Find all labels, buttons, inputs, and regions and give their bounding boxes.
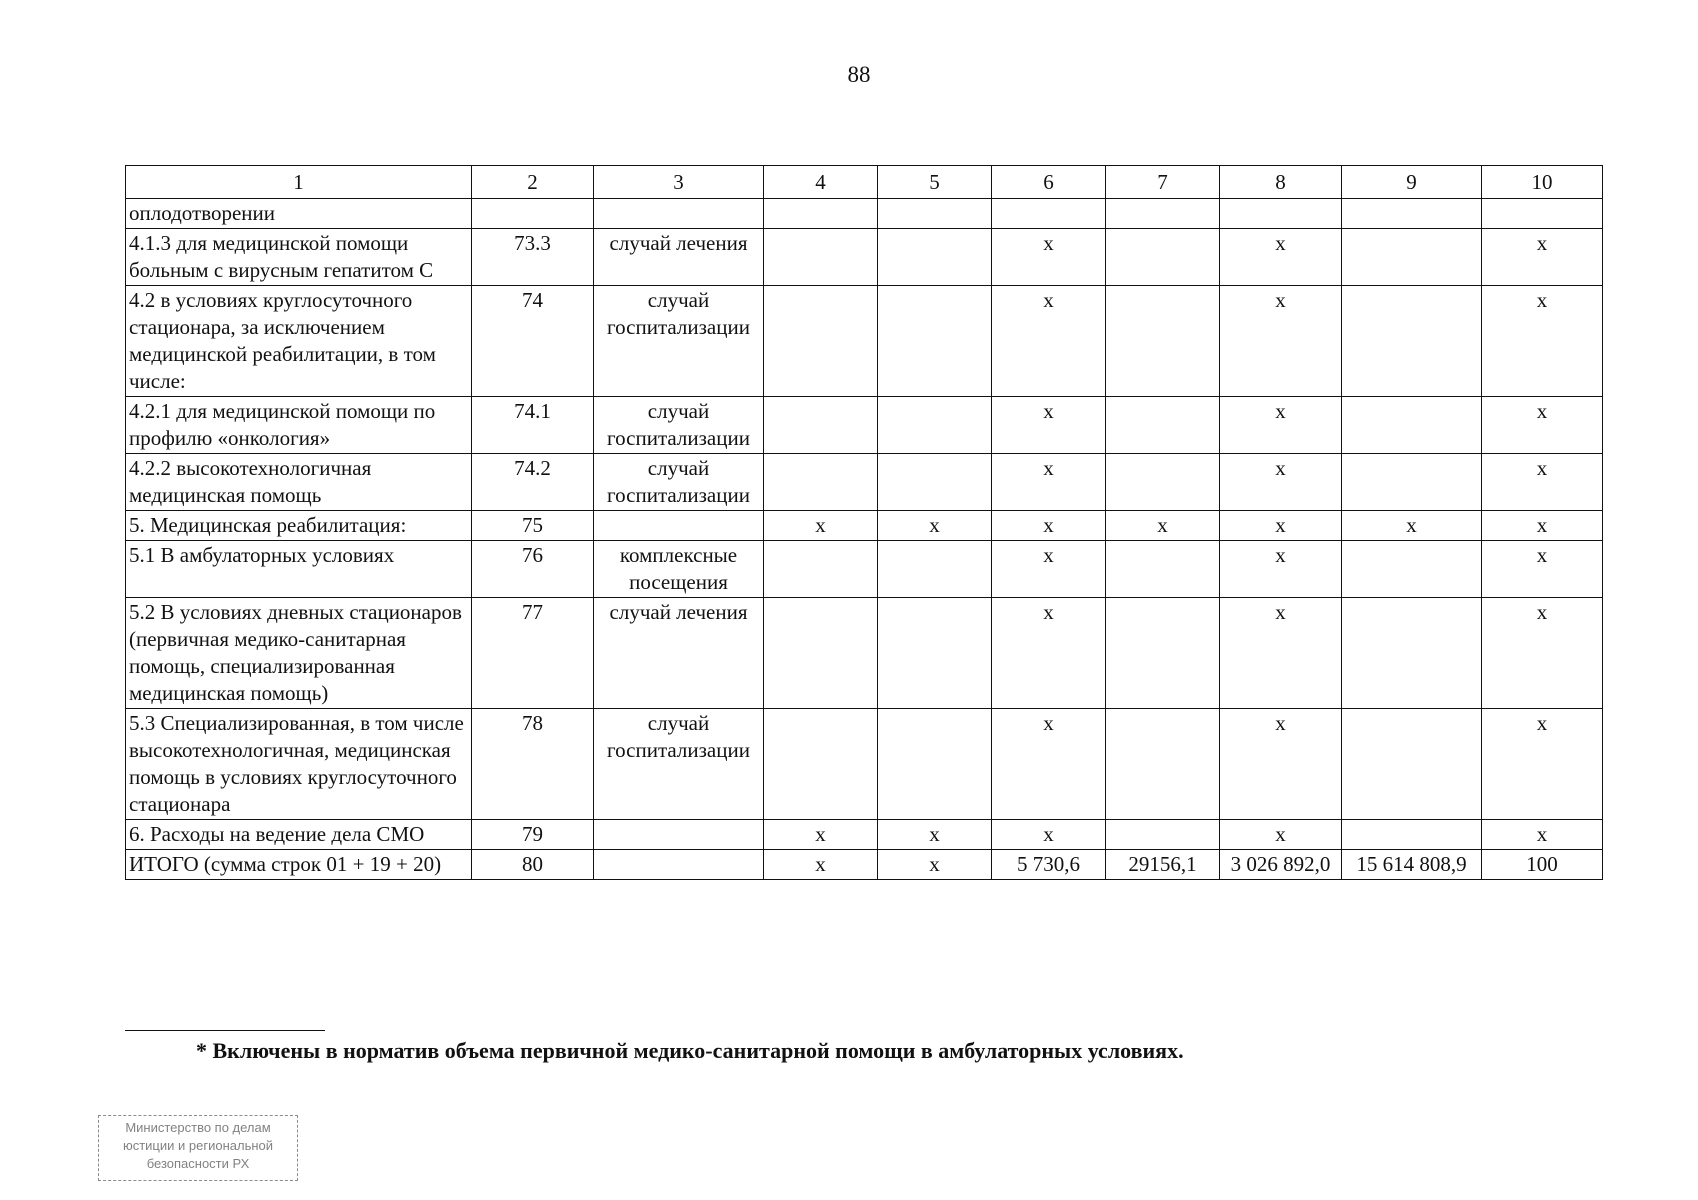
column-header: 8	[1220, 166, 1342, 199]
cell-col-9: 15 614 808,9	[1342, 850, 1482, 880]
table-body	[126, 199, 1603, 880]
cell-col-6: 5 730,6	[992, 850, 1106, 880]
cell-indicator-name: 5.1 В амбулаторных условиях	[126, 541, 472, 598]
cell-col-6: х	[992, 397, 1106, 454]
cell-col-7	[1106, 229, 1220, 286]
cell-col-5	[878, 709, 992, 820]
stamp-line: Министерство по делам	[125, 1120, 271, 1135]
table-row	[126, 454, 1603, 511]
column-header: 6	[992, 166, 1106, 199]
column-header: 9	[1342, 166, 1482, 199]
table-row	[126, 511, 1603, 541]
cell-unit	[594, 511, 764, 541]
cell-col-8: 3 026 892,0	[1220, 850, 1342, 880]
cell-indicator-name: 4.2 в условиях круглосуточного стационара, за исключением медицинской реабилитации, в том числе:	[126, 286, 472, 397]
column-header: 7	[1106, 166, 1220, 199]
ministry-stamp	[98, 1115, 298, 1181]
cell-col-7: 29156,1	[1106, 850, 1220, 880]
cell-col-10: х	[1482, 454, 1603, 511]
cell-col-9: х	[1342, 511, 1482, 541]
cell-col-4	[764, 541, 878, 598]
cell-unit: случай госпитализации	[594, 397, 764, 454]
cell-col-4	[764, 709, 878, 820]
cell-unit: случай госпитализации	[594, 286, 764, 397]
cell-col-9	[1342, 454, 1482, 511]
cell-col-7	[1106, 454, 1220, 511]
cell-col-6: х	[992, 286, 1106, 397]
cell-col-10: х	[1482, 511, 1603, 541]
cell-col-4	[764, 199, 878, 229]
cell-unit: случай лечения	[594, 229, 764, 286]
cell-row-number: 73.3	[472, 229, 594, 286]
cell-unit: случай лечения	[594, 598, 764, 709]
cell-indicator-name: 5. Медицинская реабилитация:	[126, 511, 472, 541]
cell-col-5	[878, 454, 992, 511]
footnote-divider	[125, 1030, 325, 1031]
cell-col-5	[878, 541, 992, 598]
cell-col-8: х	[1220, 820, 1342, 850]
cell-col-5	[878, 199, 992, 229]
cell-col-4: х	[764, 511, 878, 541]
cell-col-7	[1106, 598, 1220, 709]
footnote: * Включены в норматив объема первичной медико-санитарной помощи в амбулаторных условиях.	[196, 1038, 1184, 1063]
cell-row-number: 74	[472, 286, 594, 397]
cell-indicator-name: 4.2.1 для медицинской помощи по профилю «онкология»	[126, 397, 472, 454]
cell-col-5: х	[878, 511, 992, 541]
cell-col-9	[1342, 598, 1482, 709]
cell-col-9	[1342, 229, 1482, 286]
cell-col-6: х	[992, 598, 1106, 709]
cell-col-7	[1106, 199, 1220, 229]
table-row	[126, 709, 1603, 820]
cell-col-9	[1342, 541, 1482, 598]
cell-indicator-name: 5.2 В условиях дневных стационаров (первичная медико-санитарная помощь, специализированная медицинская помощь)	[126, 598, 472, 709]
cell-col-9	[1342, 397, 1482, 454]
cell-col-8: х	[1220, 397, 1342, 454]
cell-unit	[594, 850, 764, 880]
cell-indicator-name: 6. Расходы на ведение дела СМО	[126, 820, 472, 850]
cell-col-6: х	[992, 229, 1106, 286]
table-row	[126, 598, 1603, 709]
cell-row-number: 80	[472, 850, 594, 880]
cell-col-10: х	[1482, 820, 1603, 850]
cell-row-number: 79	[472, 820, 594, 850]
table-row	[126, 541, 1603, 598]
cell-col-4	[764, 286, 878, 397]
cell-col-10: х	[1482, 709, 1603, 820]
cell-unit	[594, 820, 764, 850]
cell-col-4	[764, 598, 878, 709]
cell-col-10: х	[1482, 229, 1603, 286]
cell-col-9	[1342, 820, 1482, 850]
cell-col-8	[1220, 199, 1342, 229]
cell-col-6: х	[992, 511, 1106, 541]
cell-col-8: х	[1220, 454, 1342, 511]
cell-row-number: 74.2	[472, 454, 594, 511]
cell-col-8: х	[1220, 229, 1342, 286]
cell-col-7	[1106, 286, 1220, 397]
column-header: 5	[878, 166, 992, 199]
header-row	[126, 166, 1603, 199]
column-header: 4	[764, 166, 878, 199]
cell-col-5	[878, 286, 992, 397]
page-number: 88	[847, 62, 871, 87]
cell-col-5	[878, 598, 992, 709]
cell-col-5	[878, 397, 992, 454]
cell-col-8: х	[1220, 598, 1342, 709]
cell-indicator-name: 4.1.3 для медицинской помощи больным с вирусным гепатитом С	[126, 229, 472, 286]
cell-col-4	[764, 454, 878, 511]
cell-col-9	[1342, 286, 1482, 397]
column-header: 3	[594, 166, 764, 199]
cell-col-9	[1342, 709, 1482, 820]
cell-col-4	[764, 229, 878, 286]
cell-row-number: 76	[472, 541, 594, 598]
stamp-line: безопасности РХ	[146, 1156, 250, 1171]
cell-row-number	[472, 199, 594, 229]
cell-col-6: х	[992, 709, 1106, 820]
cell-col-8: х	[1220, 511, 1342, 541]
cell-unit: случай госпитализации	[594, 709, 764, 820]
cell-col-10: х	[1482, 598, 1603, 709]
table-row	[126, 229, 1603, 286]
column-header: 1	[126, 166, 472, 199]
cell-row-number: 78	[472, 709, 594, 820]
cell-row-number: 74.1	[472, 397, 594, 454]
cell-col-6: х	[992, 541, 1106, 598]
cell-col-6: х	[992, 820, 1106, 850]
cell-unit: случай госпитализации	[594, 454, 764, 511]
cell-col-7: х	[1106, 511, 1220, 541]
cell-col-7	[1106, 397, 1220, 454]
cell-unit: комплексные посещения	[594, 541, 764, 598]
cell-col-6	[992, 199, 1106, 229]
cell-col-9	[1342, 199, 1482, 229]
cell-col-8: х	[1220, 286, 1342, 397]
stamp-line: юстиции и региональной	[122, 1138, 274, 1153]
cell-col-4: х	[764, 820, 878, 850]
cell-unit	[594, 199, 764, 229]
cell-row-number: 77	[472, 598, 594, 709]
cell-col-8: х	[1220, 709, 1342, 820]
cell-col-10: х	[1482, 541, 1603, 598]
cell-indicator-name: 5.3 Специализированная, в том числе высокотехнологичная, медицинская помощь в условиях круглосуточного стационара	[126, 709, 472, 820]
cell-col-4: х	[764, 850, 878, 880]
cell-indicator-name: ИТОГО (сумма строк 01 + 19 + 20)	[126, 850, 472, 880]
cell-col-8: х	[1220, 541, 1342, 598]
cell-col-5: х	[878, 850, 992, 880]
cell-col-10: х	[1482, 397, 1603, 454]
column-header: 2	[472, 166, 594, 199]
table-row	[126, 820, 1603, 850]
table-row	[126, 850, 1603, 880]
cell-row-number: 75	[472, 511, 594, 541]
cell-col-7	[1106, 541, 1220, 598]
table-row	[126, 286, 1603, 397]
cell-indicator-name: 4.2.2 высокотехнологичная медицинская помощь	[126, 454, 472, 511]
cell-col-7	[1106, 820, 1220, 850]
cell-col-7	[1106, 709, 1220, 820]
cell-indicator-name: оплодотворении	[126, 199, 472, 229]
cell-col-10	[1482, 199, 1603, 229]
cell-col-5	[878, 229, 992, 286]
column-header: 10	[1482, 166, 1603, 199]
cell-col-10: х	[1482, 286, 1603, 397]
data-table	[125, 165, 1603, 880]
cell-col-6: х	[992, 454, 1106, 511]
table-row	[126, 397, 1603, 454]
cell-col-4	[764, 397, 878, 454]
cell-col-5: х	[878, 820, 992, 850]
table-row	[126, 199, 1603, 229]
cell-col-10: 100	[1482, 850, 1603, 880]
